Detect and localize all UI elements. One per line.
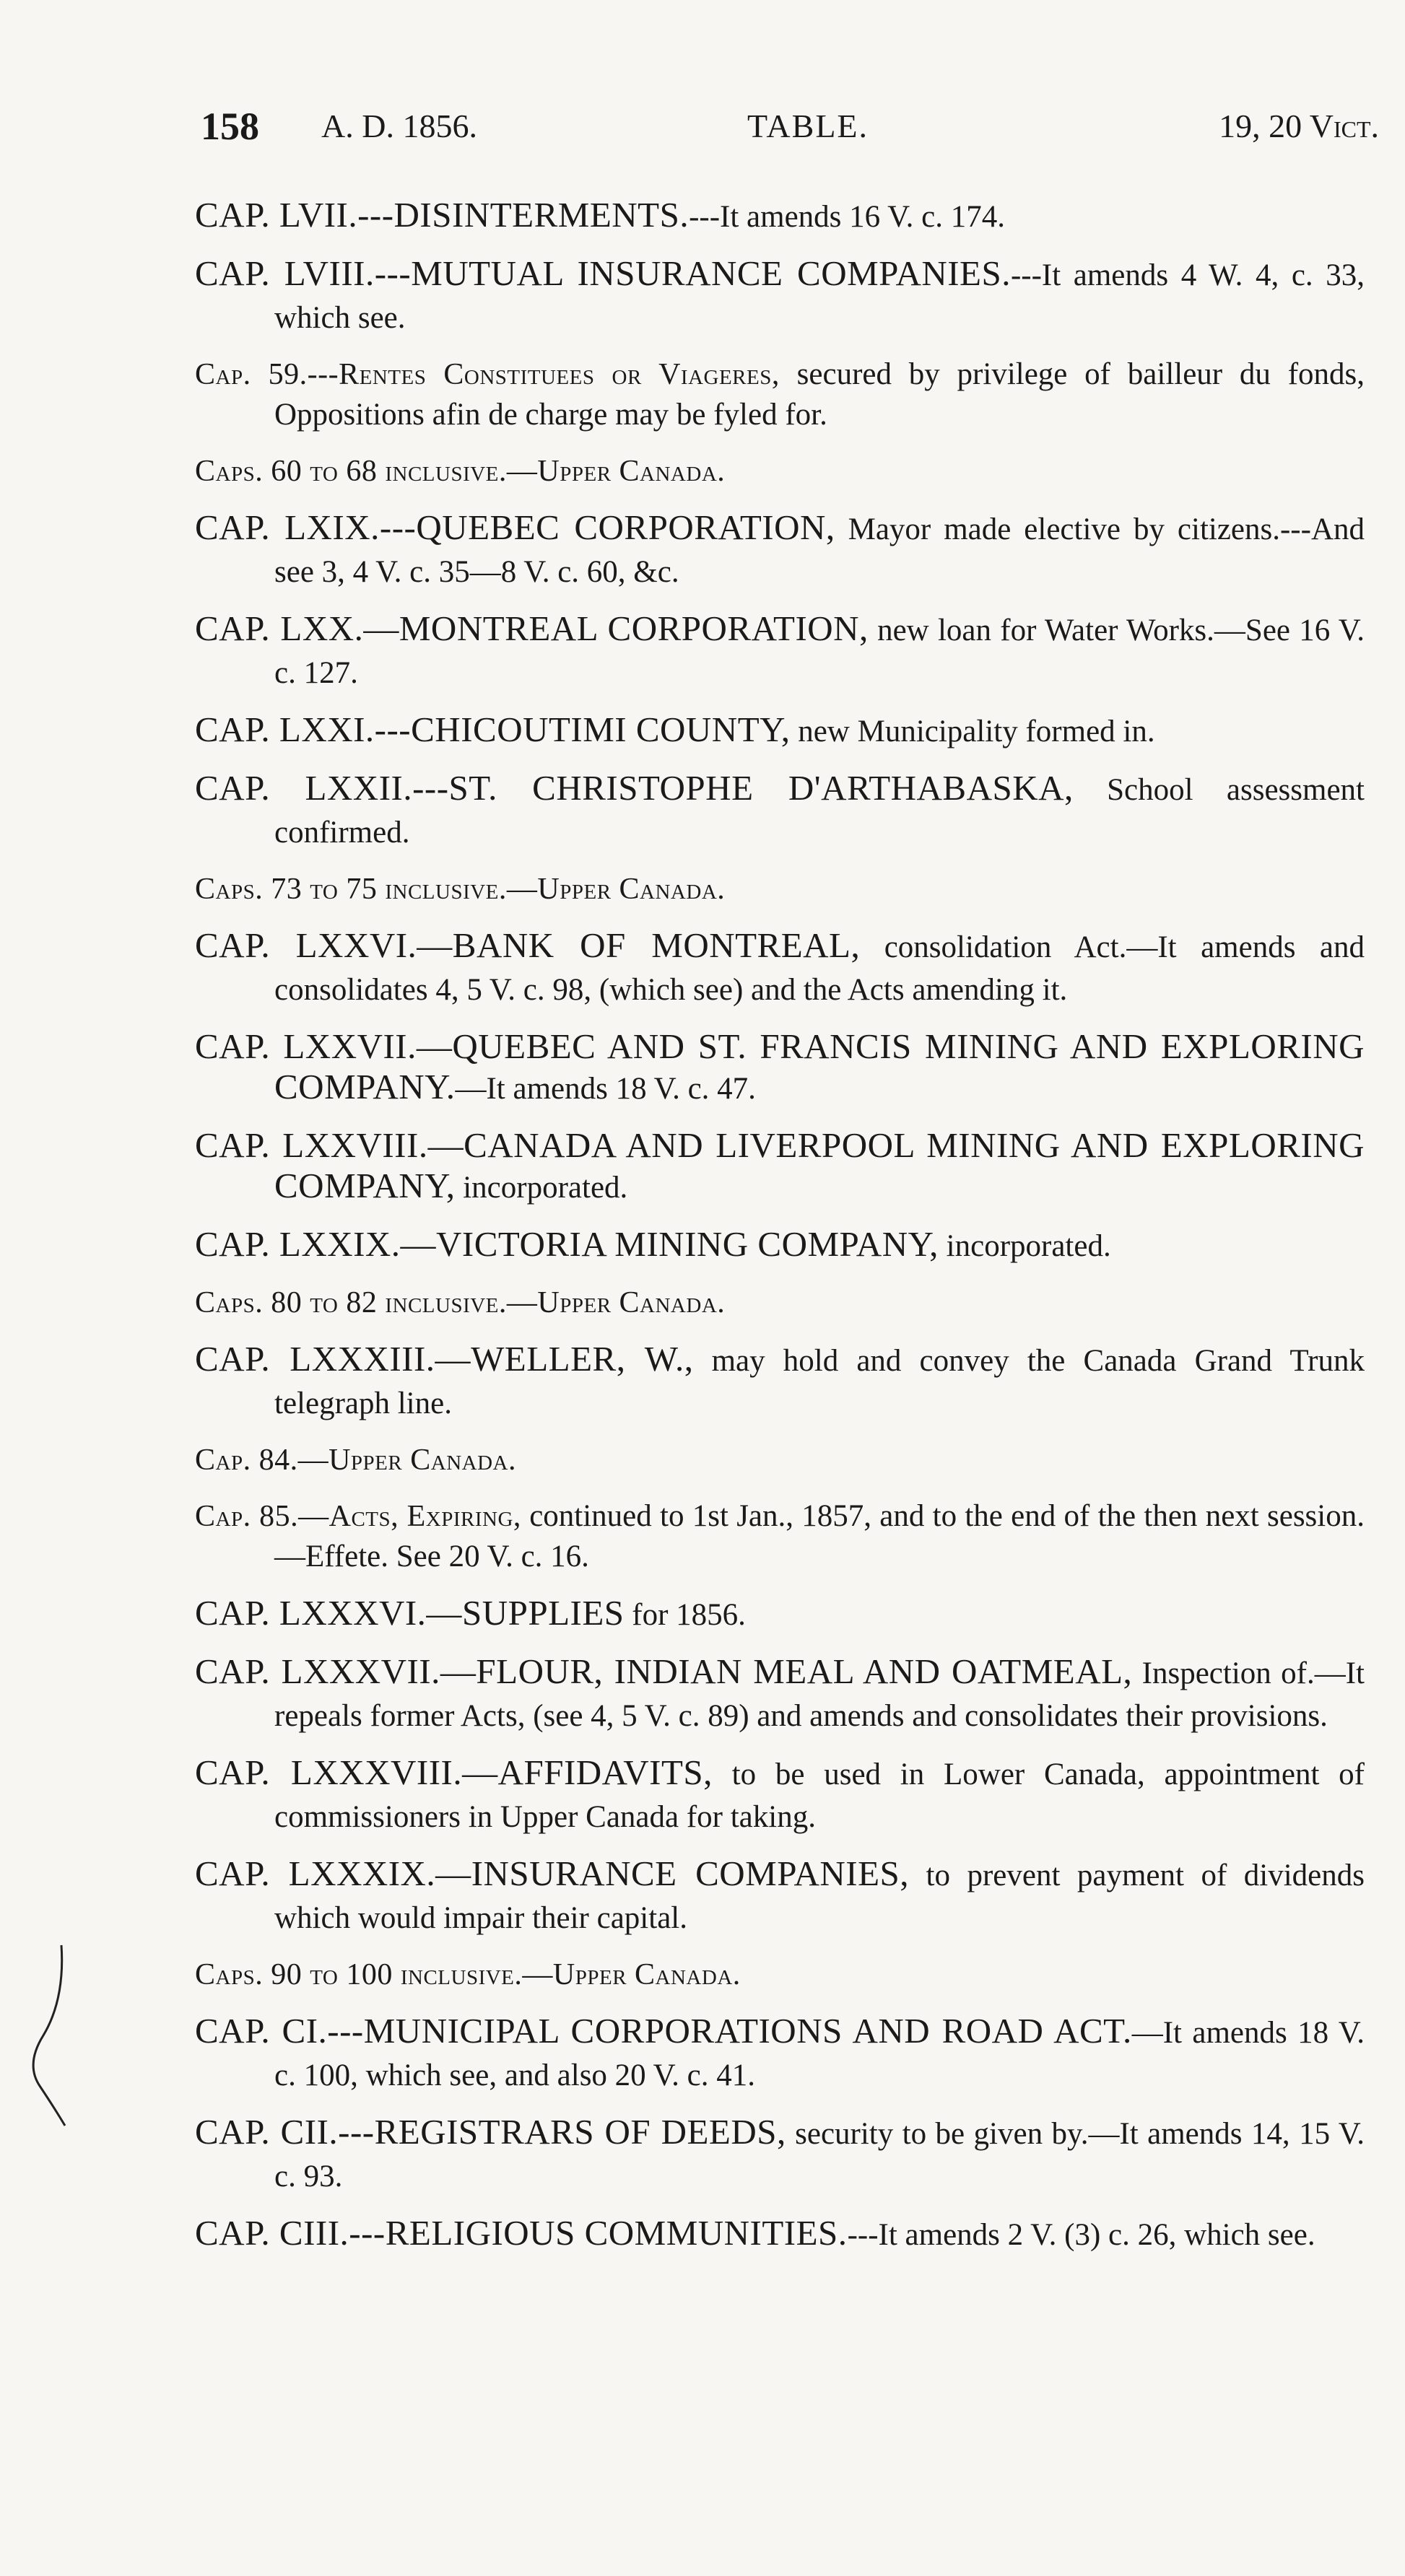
list-item: CAP. LXXXVII.—FLOUR, INDIAN MEAL AND OATMEAL, Inspection of.—It repeals former Acts, (see 4, 5 V. c. 89) and amends and consolidates their provisions. bbox=[195, 1651, 1365, 1733]
list-item: CAP. LXXXIII.—WELLER, W., may hold and convey the Canada Grand Trunk telegraph line. bbox=[195, 1339, 1365, 1420]
running-header bbox=[195, 107, 1379, 165]
list-item: CAP. LVII.---DISINTERMENTS.---It amends 16 V. c. 174. bbox=[195, 195, 1005, 235]
list-item: CAP. LXXXIX.—INSURANCE COMPANIES, to prevent payment of dividends which would impair their capital. bbox=[195, 1854, 1365, 1935]
header-title: TABLE. bbox=[747, 108, 869, 144]
list-item: CAP. LXXIX.—VICTORIA MINING COMPANY, incorporated. bbox=[195, 1224, 1111, 1264]
list-item: Caps. 73 to 75 inclusive.—Upper Canada. bbox=[195, 873, 726, 906]
list-item: CAP. CIII.---RELIGIOUS COMMUNITIES.---It amends 2 V. (3) c. 26, which see. bbox=[195, 2213, 1315, 2253]
list-item: Caps. 60 to 68 inclusive.—Upper Canada. bbox=[195, 455, 726, 488]
list-item: CAP. LXXVII.—QUEBEC AND ST. FRANCIS MINING AND EXPLORING COMPANY.—It amends 18 V. c. 47. bbox=[195, 1026, 1365, 1106]
list-item: Cap. 84.—Upper Canada. bbox=[195, 1444, 516, 1477]
list-item: CAP. LXXXVIII.—AFFIDAVITS, to be used in Lower Canada, appointment of commissioners in Upper Canada for taking. bbox=[195, 1752, 1365, 1834]
table-entries bbox=[195, 195, 1365, 2271]
list-item: Caps. 80 to 82 inclusive.—Upper Canada. bbox=[195, 1286, 726, 1319]
list-item: CAP. LVIII.---MUTUAL INSURANCE COMPANIES.---It amends 4 W. 4, c. 33, which see. bbox=[195, 253, 1365, 335]
list-item: CAP. LXXI.---CHICOUTIMI COUNTY, new Municipality formed in. bbox=[195, 710, 1155, 749]
page-number: 158 bbox=[201, 105, 259, 148]
list-item: Caps. 90 to 100 inclusive.—Upper Canada. bbox=[195, 1958, 741, 1991]
header-regnal-year: 19, 20 Vict. bbox=[1219, 108, 1379, 144]
list-item: CAP. LXXVI.—BANK OF MONTREAL, consolidation Act.—It amends and consolidates 4, 5 V. c. 98, (which see) and the Acts amending it. bbox=[195, 925, 1365, 1007]
list-item: CAP. LXX.—MONTREAL CORPORATION, new loan for Water Works.—See 16 V. c. 127. bbox=[195, 608, 1365, 690]
list-item: CAP. LXXVIII.—CANADA AND LIVERPOOL MINING AND EXPLORING COMPANY, incorporated. bbox=[195, 1125, 1365, 1205]
list-item: CAP. LXXXVI.—SUPPLIES for 1856. bbox=[195, 1593, 746, 1633]
list-item: CAP. CI.---MUNICIPAL CORPORATIONS AND ROAD ACT.—It amends 18 V. c. 100, which see, and also 20 V. c. 41. bbox=[195, 2011, 1365, 2092]
list-item: CAP. LXIX.---QUEBEC CORPORATION, Mayor made elective by citizens.---And see 3, 4 V. c. 35—8 V. c. 60, &c. bbox=[195, 507, 1365, 589]
list-item: Cap. 59.---Rentes Constituees or Viageres, secured by privilege of bailleur du fonds, Oppositions afin de charge may be fyled for. bbox=[195, 357, 1365, 432]
list-item: Cap. 85.—Acts, Expiring, continued to 1st Jan., 1857, and to the end of the then next session.—Effete. See 20 V. c. 16. bbox=[195, 1499, 1365, 1573]
header-year: A. D. 1856. bbox=[321, 108, 477, 144]
list-item: CAP. LXXII.---ST. CHRISTOPHE D'ARTHABASKA, School assessment confirmed. bbox=[195, 768, 1365, 850]
margin-bracket-mark bbox=[22, 1942, 72, 2129]
list-item: CAP. CII.---REGISTRARS OF DEEDS, security to be given by.—It amends 14, 15 V. c. 93. bbox=[195, 2112, 1365, 2193]
